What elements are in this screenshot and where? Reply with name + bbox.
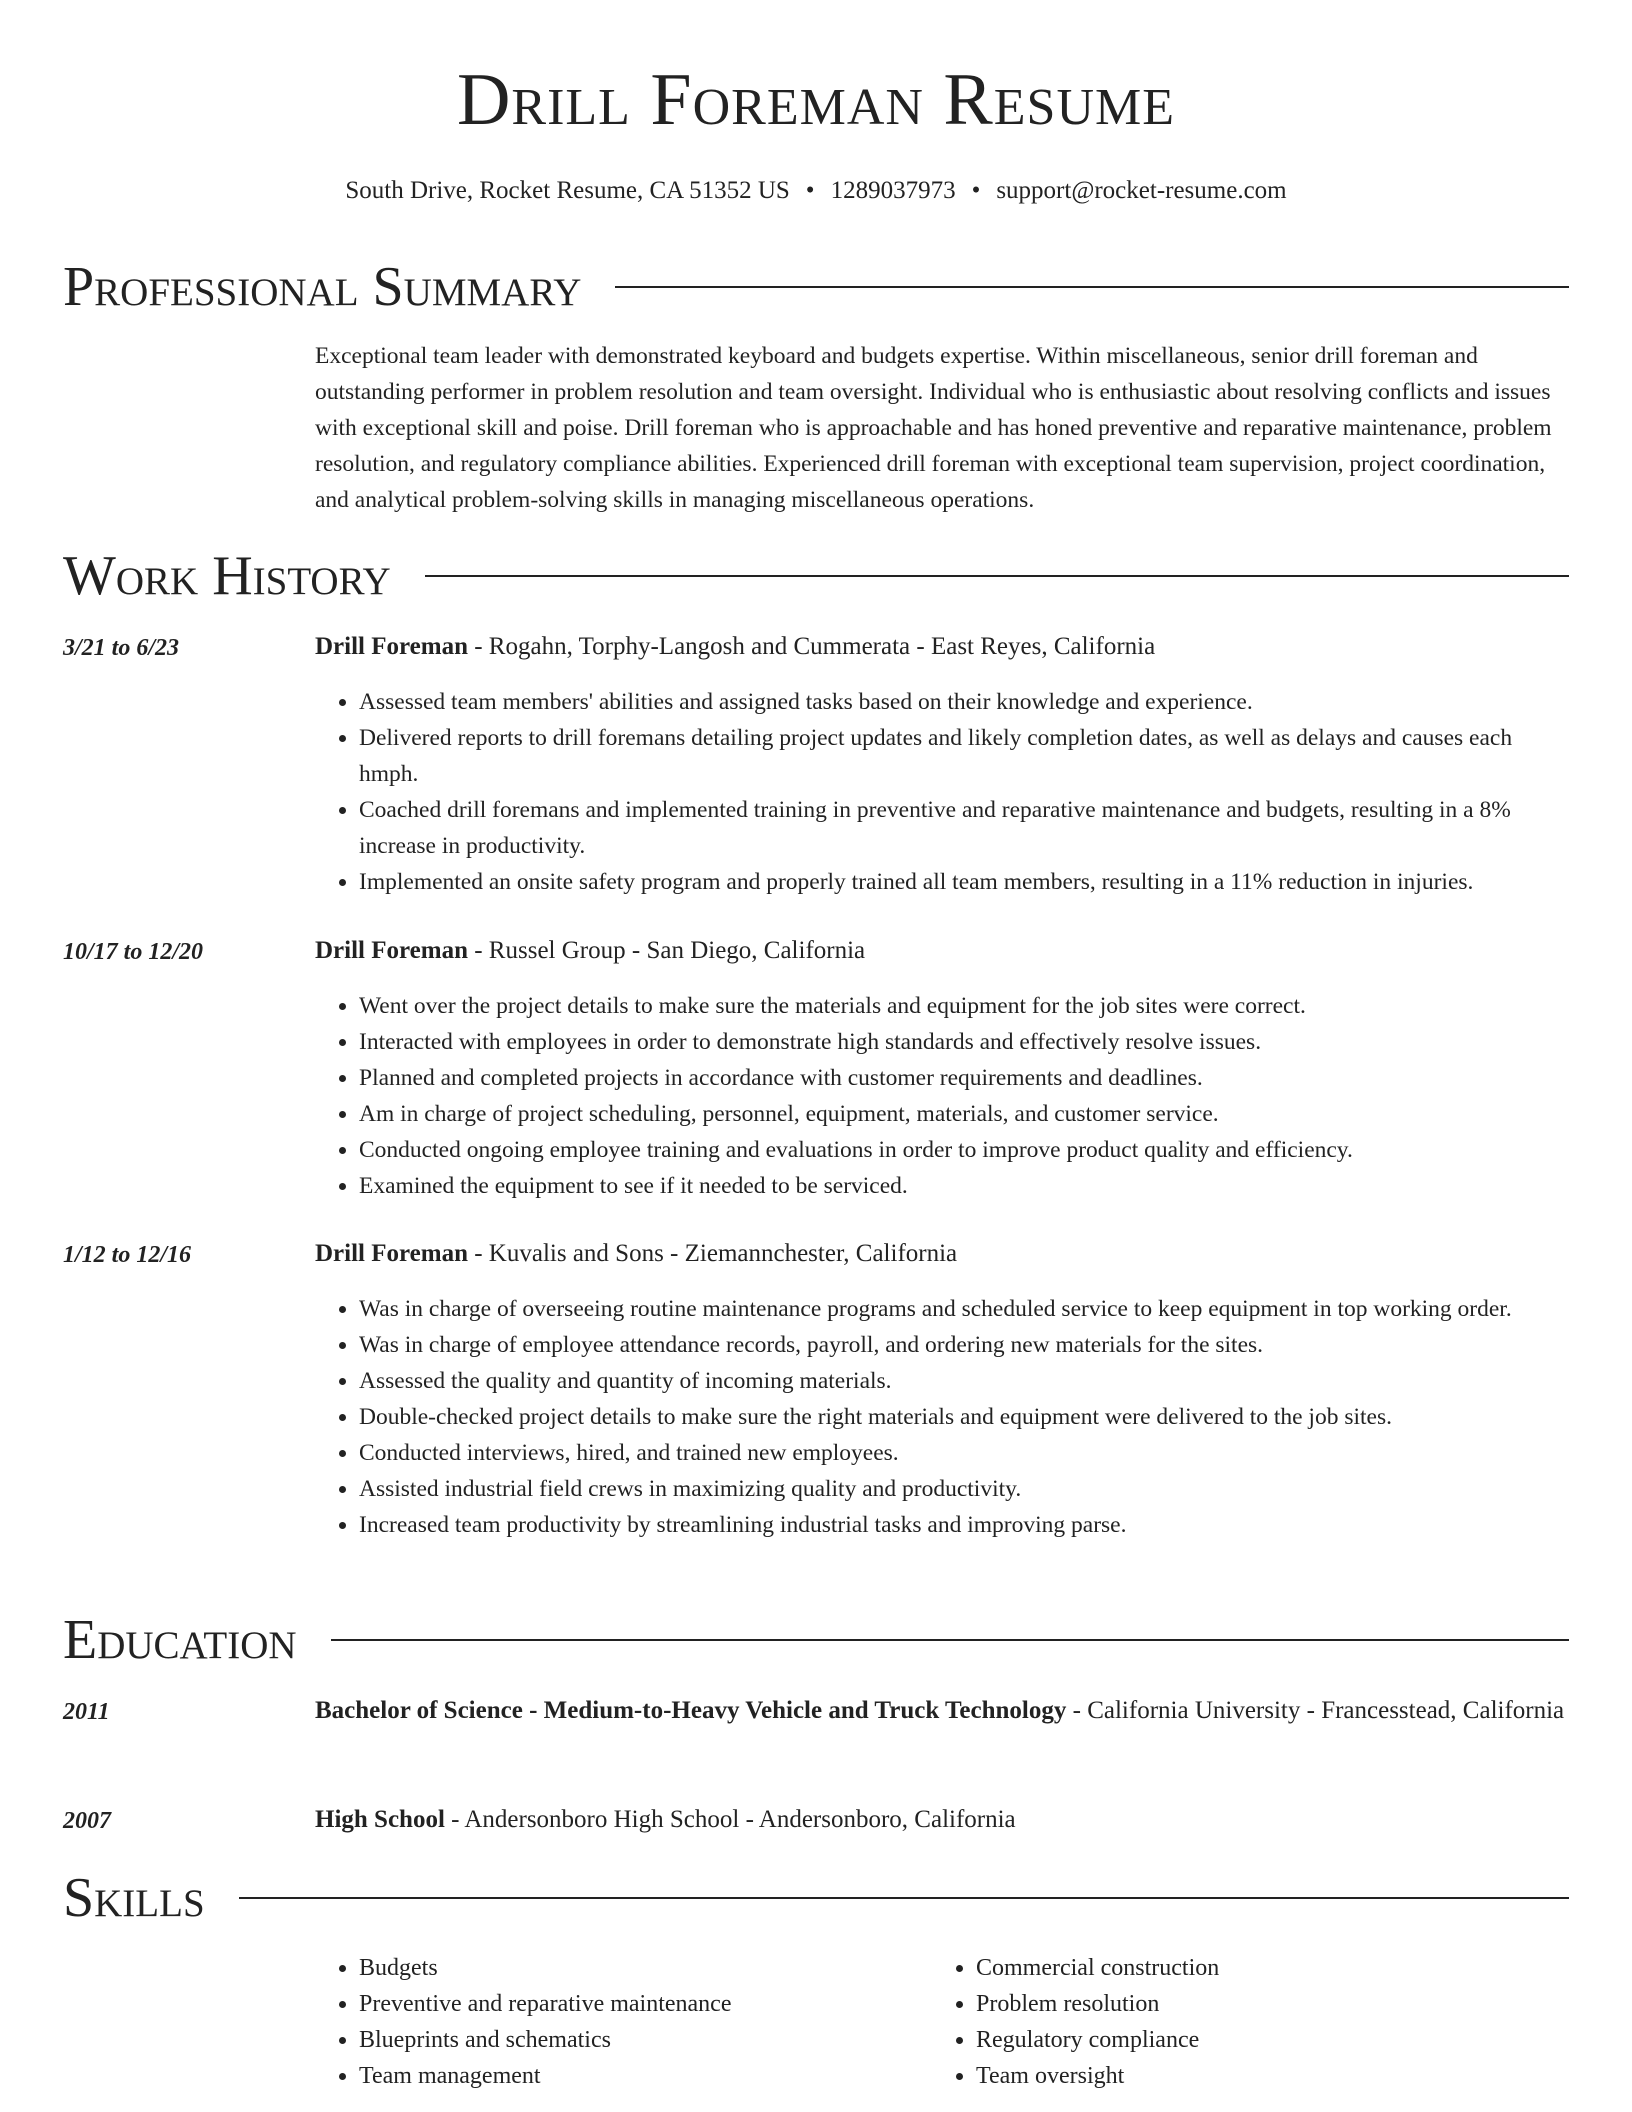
- list-item: • Blueprints and schematics: [359, 2022, 915, 2058]
- job-title: Drill Foreman: [315, 937, 468, 964]
- section-work-heading: [63, 541, 1569, 611]
- divider: [615, 286, 1569, 288]
- list-item: • Interacted with employees in order to demonstrate high standards and effectively resolve issues.: [359, 1024, 1570, 1060]
- list-item: • Implemented an onsite safety program and properly trained all team members, resulting in a 11% reduction in injuries.: [359, 864, 1570, 900]
- section-skills-heading: [63, 1863, 1569, 1933]
- list-item: • Am in charge of project scheduling, personnel, equipment, materials, and customer service.: [359, 1096, 1570, 1132]
- list-item: • Assessed the quality and quantity of incoming materials.: [359, 1363, 1570, 1399]
- list-item: • Planned and completed projects in accordance with customer requirements and deadlines.: [359, 1060, 1570, 1096]
- divider: [239, 1897, 1569, 1899]
- education-entry: [315, 1692, 1570, 1730]
- job-title: Drill Foreman: [315, 1240, 468, 1267]
- job-bullets: [315, 1291, 1570, 1543]
- education-year: 2007: [63, 1808, 111, 1834]
- school-details: - Andersonboro High School - Andersonboro, California: [444, 1806, 1016, 1833]
- list-item: • Assessed team members' abilities and assigned tasks based on their knowledge and experience.: [359, 684, 1570, 720]
- list-item: • Budgets: [359, 1950, 915, 1986]
- education-entry: [315, 1801, 1570, 1839]
- job-dates: 3/21 to 6/23: [63, 635, 180, 661]
- job-dates: 1/12 to 12/16: [63, 1242, 192, 1268]
- job-bullets: [315, 684, 1570, 900]
- phone: 1289037973: [830, 177, 956, 204]
- address: South Drive, Rocket Resume, CA 51352 US: [345, 177, 790, 204]
- school-details: - California University - Francesstead, California: [1066, 1697, 1565, 1724]
- job-title: Drill Foreman: [315, 633, 468, 660]
- section-education-heading: [63, 1605, 1569, 1675]
- list-item: • Regulatory compliance: [976, 2022, 1532, 2058]
- list-item: • Commercial construction: [976, 1950, 1532, 1986]
- divider: [425, 575, 1569, 577]
- list-item: • Team oversight: [976, 2058, 1532, 2094]
- section-title: Work History: [63, 545, 391, 607]
- job-dates: 10/17 to 12/20: [63, 939, 204, 965]
- skills-list-right: [932, 1950, 1532, 2094]
- list-item: • Delivered reports to drill foremans detailing project updates and likely completion dates, as well as delays and causes each hmph.: [359, 720, 1570, 792]
- section-title: Education: [63, 1609, 297, 1671]
- list-item: • Coached drill foremans and implemented training in preventive and reparative maintenance and budgets, resulting in a 8% increase in productivity.: [359, 792, 1570, 864]
- divider: [331, 1639, 1569, 1641]
- education-year: 2011: [63, 1699, 110, 1725]
- email-link[interactable]: support@rocket-resume.com: [996, 177, 1287, 204]
- job-details: - Rogahn, Torphy-Langosh and Cummerata - East Reyes, California: [467, 633, 1156, 660]
- list-item: • Increased team productivity by streamlining industrial tasks and improving parse.: [359, 1507, 1570, 1543]
- resume-title: Drill Foreman Resume: [456, 59, 1176, 141]
- job-heading: [315, 932, 1570, 970]
- summary-text: Exceptional team leader with demonstrated keyboard and budgets expertise. Within miscellaneous, senior drill foreman and outstanding performer in problem resolution and team oversight. Individual who is enthusiastic about resolving conflicts and issues with exceptional skill and poise. Drill foreman who is approachable and has honed preventive and reparative maintenance, problem resolution, and regulatory compliance abilities. Experienced drill foreman with exceptional team supervision, project coordination, and analytical problem-solving skills in managing miscellaneous operations.: [315, 343, 1552, 513]
- job-heading: [315, 628, 1570, 666]
- section-title: Skills: [63, 1867, 205, 1929]
- job-bullets: [315, 988, 1570, 1204]
- list-item: • Preventive and reparative maintenance: [359, 1986, 915, 2022]
- degree: High School: [315, 1806, 445, 1833]
- list-item: • Examined the equipment to see if it needed to be serviced.: [359, 1168, 1570, 1204]
- section-summary-heading: [63, 252, 1569, 322]
- section-title: Professional Summary: [63, 256, 582, 318]
- list-item: • Assisted industrial field crews in maximizing quality and productivity.: [359, 1471, 1570, 1507]
- list-item: • Was in charge of overseeing routine maintenance programs and scheduled service to keep equipment in top working order.: [359, 1291, 1570, 1327]
- contact-line: [0, 174, 1632, 208]
- job-details: - Russel Group - San Diego, California: [467, 937, 866, 964]
- list-item: • Was in charge of employee attendance records, payroll, and ordering new materials for the sites.: [359, 1327, 1570, 1363]
- job-heading: [315, 1235, 1570, 1273]
- skills-list-left: [315, 1950, 915, 2094]
- list-item: • Double-checked project details to make sure the right materials and equipment were delivered to the job sites.: [359, 1399, 1570, 1435]
- list-item: • Team management: [359, 2058, 915, 2094]
- degree: Bachelor of Science - Medium-to-Heavy Vehicle and Truck Technology: [315, 1697, 1067, 1724]
- separator: •: [805, 177, 815, 204]
- list-item: • Went over the project details to make sure the materials and equipment for the job sites were correct.: [359, 988, 1570, 1024]
- job-details: - Kuvalis and Sons - Ziemannchester, California: [467, 1240, 958, 1267]
- list-item: • Conducted ongoing employee training and evaluations in order to improve product quality and efficiency.: [359, 1132, 1570, 1168]
- separator: •: [971, 177, 981, 204]
- list-item: • Conducted interviews, hired, and trained new employees.: [359, 1435, 1570, 1471]
- list-item: • Problem resolution: [976, 1986, 1532, 2022]
